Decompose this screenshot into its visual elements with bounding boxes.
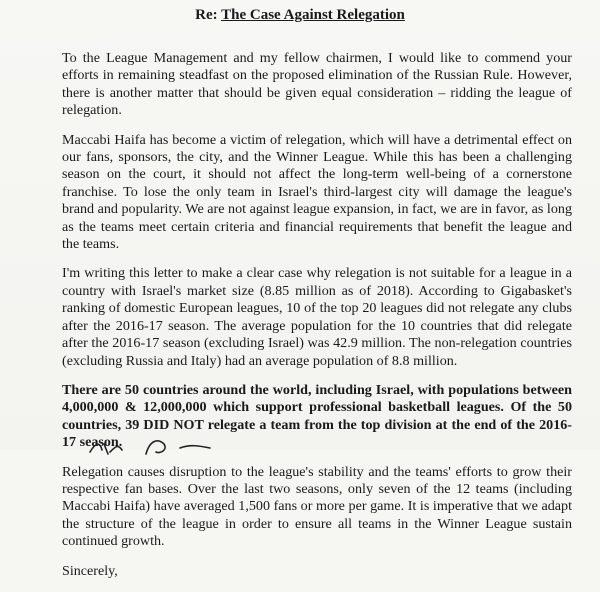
paragraph-market-size: I'm writing this letter to make a clear case why relegation is not suitable for a league in a country with Israel's market size (8.85 million as of 2018). According to Gigabasket's ranking of domestic European leagues, 10 of the top 20 leagues did not relegate any clubs after the 2016-17 season. The average population for the 10 countries that did relegate after the 2016-17 season (excluding Israel) was 42.9 million. The non-relegation countries (excluding Russia and Italy) had an average population of 8.8 million. [62,265,572,369]
closing-salutation: Sincerely, [62,562,118,579]
paragraph-bold-statistic: There are 50 countries around the world, including Israel, with populations between 4,000,000 & 12,000,000 which support professional basketball leagues. Of the 50 countries, 39 DID NOT relegate a team from the top division at the end of the 2016-17 season. [62,381,572,451]
paragraph-intro: To the League Management and my fellow chairmen, I would like to commend your efforts in remaining steadfast on the proposed elimination of the Russian Rule. However, there is another matter that should be given equal consideration – ridding the league of relegation. [62,50,572,119]
letter-body [62,50,572,592]
letter-subject [0,6,600,24]
paragraph-conclusion: Relegation causes disruption to the league's stability and the teams' efforts to grow their respective fan bases. Over the last two seasons, only seven of the 12 teams (including Maccabi Haifa) have averaged 1,500 fans or more per game. It is imperative that we adapt the structure of the league in order to ensure all teams in the Winner League sustain continued growth. [62,463,572,550]
subject-prefix: Re: [195,7,222,23]
paragraph-victim: Maccabi Haifa has become a victim of relegation, which will have a detrimental effect on our fans, sponsors, the city, and the Winner League. While this has been a challenging season on the court, it should not affect the long-term well-being of a cornerstone franchise. To lose the only team in Israel's third-largest city will damage the league's brand and popularity. We are not against league expansion, in fact, we are in favor, as long as the teams meet certain criteria and financial requirements that benefit the league and the teams. [62,131,572,253]
signature-image [60,438,260,458]
subject-title: The Case Against Relegation [221,7,405,23]
